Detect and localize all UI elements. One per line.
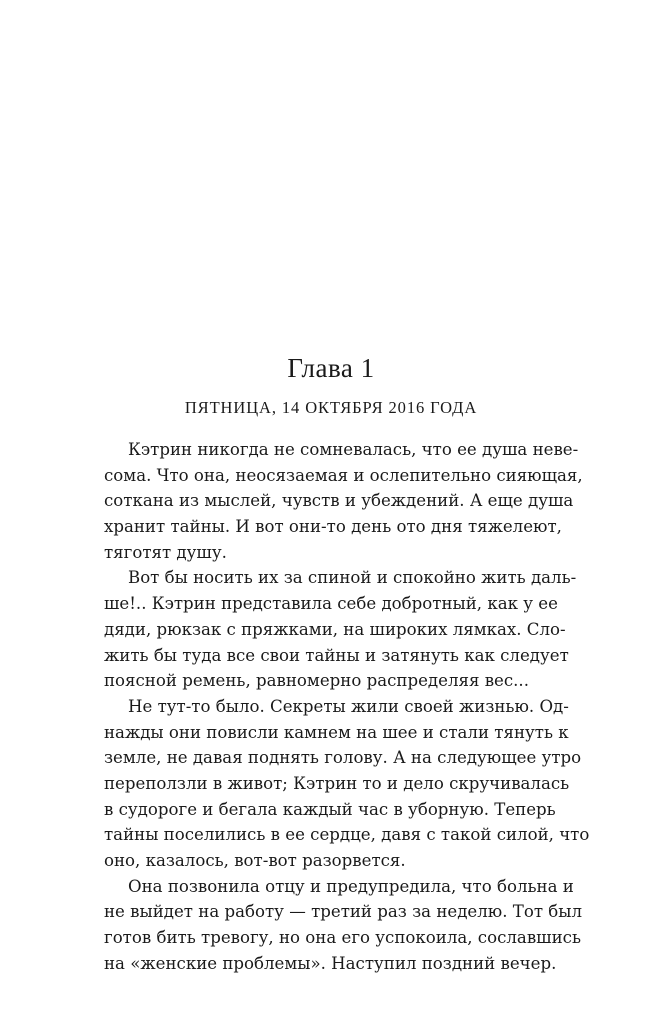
chapter-title: Глава 1 — [287, 353, 375, 383]
text-line: земле, не давая поднять голову. А на следующее утро — [104, 748, 582, 768]
text-line: хранит тайны. И вот они-то день ото дня тяжелеют, — [104, 517, 562, 537]
body-text — [104, 437, 590, 976]
text-line: Кэтрин никогда не сомневалась, что ее душа неве- — [128, 440, 579, 459]
text-line: Она позвонила отцу и предупредила, что больна и — [128, 876, 574, 896]
text-line: сома. Что она, неосязаемая и ослепительно сияющая, — [104, 465, 583, 485]
text-line: дяди, рюкзак с пряжками, на широких лямках. Сло- — [104, 619, 566, 639]
text-line: тайны поселились в ее сердце, давя с такой силой, что — [104, 825, 590, 845]
text-line: ше!.. Кэтрин представила себе добротный, как у ее — [104, 594, 558, 614]
text-line: не выйдет на работу — третий раз за неделю. Тот был — [104, 902, 583, 922]
text-line: оно, казалось, вот-вот разорвется. — [104, 851, 406, 870]
text-line: тяготят душу. — [104, 542, 227, 562]
text-line: Не тут-то было. Секреты жили своей жизнью. Од- — [128, 696, 569, 716]
text-line: готов бить тревогу, но она его успокоила, сославшись — [104, 928, 581, 948]
text-line: в судороге и бегала каждый час в уборную. Теперь — [104, 799, 556, 819]
text-line: поясной ремень, равномерно распределяя вес... — [104, 671, 529, 691]
text-line: Вот бы носить их за спиной и спокойно жить даль- — [128, 568, 577, 588]
chapter-date: ПЯТНИЦА, 14 ОКТЯБРЯ 2016 ГОДА — [184, 398, 478, 417]
text-line: жить бы туда все свои тайны и затянуть как следует — [104, 645, 569, 665]
text-line: нажды они повисли камнем на шее и стали тянуть к — [104, 722, 569, 742]
text-line: переползли в живот; Кэтрин то и дело скручивалась — [104, 773, 570, 793]
text-line: на «женские проблемы». Наступил поздний вечер. — [104, 953, 557, 973]
text-line: соткана из мыслей, чувств и убеждений. А еще душа — [104, 491, 574, 511]
